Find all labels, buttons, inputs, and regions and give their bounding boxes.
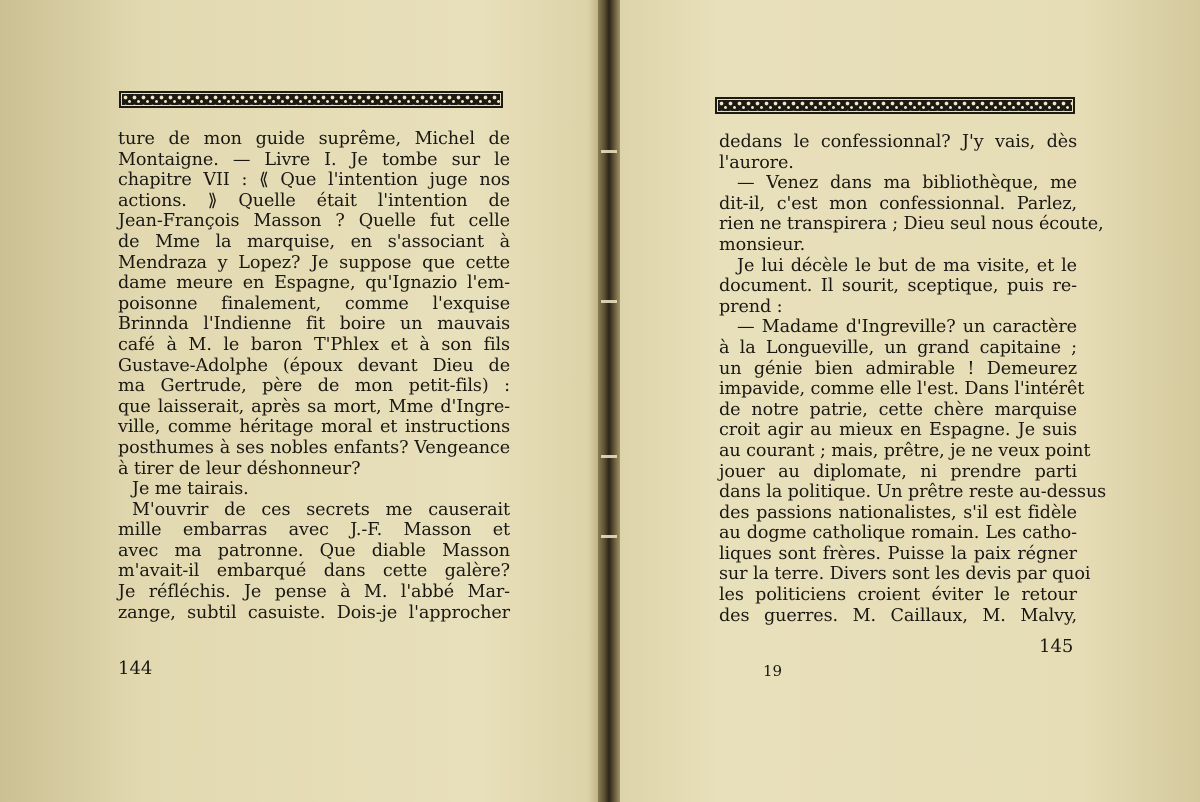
text-line: au dogme catholique romain. Les catho- [719,523,1077,544]
text-line: Jean-François Masson ? Quelle fut celle [118,211,510,232]
text-line: ma Gertrude, père de mon petit-fils) : [118,376,510,397]
text-line: de notre patrie, cette chère marquise [719,399,1077,420]
text-line: de Mme la marquise, en s'associant à [118,231,510,252]
text-line: à tirer de leur déshonneur? [118,458,361,479]
text-line: jouer au diplomate, ni prendre parti [719,461,1077,482]
text-line: Brinnda l'Indienne fit boire un mauvais [118,314,510,335]
signature-mark: 19 [763,662,783,680]
text-line: chapitre VII : ⟪ Que l'intention juge nos [118,170,510,191]
text-line: avec ma patronne. Que diable Masson [118,540,510,561]
text-line: les politiciens croient éviter le retour [719,585,1077,606]
text-line: zange, subtil casuiste. Dois-je l'approcher [118,602,510,623]
text-line: M'ouvrir de ces secrets me causerait [132,499,510,520]
text-line: Mendraza y Lopez? Je suppose que cette [118,252,510,273]
text-line: Je me tairais. [132,479,249,500]
text-line: document. Il sourit, sceptique, puis re- [719,276,1077,297]
text-line: dans la politique. Un prêtre reste au-dessus [719,482,1107,503]
binding-thread [601,150,617,153]
binding-thread [601,455,617,458]
text-line: — Madame d'Ingreville? un caractère [737,317,1077,338]
text-line: posthumes à ses nobles enfants? Vengeance [118,437,510,458]
text-line: rien ne transpirera ; Dieu seul nous écoute, [719,214,1104,235]
text-line: dit-il, c'est mon confessionnal. Parlez, [719,193,1077,214]
text-line: — Venez dans ma bibliothèque, me [737,173,1077,194]
text-line: Gustave-Adolphe (époux devant Dieu de [118,355,510,376]
text-line: mille embarras avec J.-F. Masson et [118,520,510,541]
text-line: Je lui décèle le but de ma visite, et le [737,255,1077,276]
ornament-band [715,97,1075,114]
text-line: l'aurore. [719,152,794,173]
text-line: m'avait-il embarqué dans cette galère? [118,561,510,582]
text-line: que laisserait, après sa mort, Mme d'Ingre- [118,396,510,417]
text-line: ture de mon guide suprême, Michel de [118,129,510,149]
text-line: un génie bien admirable ! Demeurez [719,358,1077,379]
text-line: au courant ; mais, prêtre, je ne veux point [719,440,1091,461]
text-line: des passions nationalistes, s'il est fidèle [719,502,1077,523]
text-line: Montaigne. — Livre I. Je tombe sur le [118,149,510,170]
ornament-band [119,91,503,108]
right-page-text [719,132,1107,626]
binding-thread [601,300,617,303]
text-line: Je réfléchis. Je pense à M. l'abbé Mar- [118,582,510,603]
page-number: 144 [118,658,153,679]
text-line: café à M. le baron T'Phlex et à son fils [118,334,510,355]
text-line: dame meure en Espagne, qu'Ignazio l'em- [118,273,510,294]
text-line: actions. ⟫ Quelle était l'intention de [118,190,510,211]
left-page [0,0,598,802]
text-line: monsieur. [719,234,806,255]
text-line: impavide, comme elle l'est. Dans l'intérêt [719,379,1085,400]
right-page [620,0,1200,802]
text-line: liques sont frères. Puisse la paix régner [719,543,1077,564]
binding-thread [601,535,617,538]
page-number: 145 [1039,636,1074,657]
text-line: croit agir au mieux en Espagne. Je suis [719,420,1077,441]
book-gutter [598,0,620,802]
text-line: poisonne finalement, comme l'exquise [118,293,510,314]
text-line: ville, comme héritage moral et instructions [118,417,510,438]
left-page-text [118,129,510,623]
text-line: des guerres. M. Caillaux, M. Malvy, [719,605,1077,626]
text-line: prend : [719,296,783,317]
text-line: sur la terre. Divers sont les devis par quoi [719,564,1091,585]
text-line: dedans le confessionnal? J'y vais, dès [719,132,1077,152]
text-line: à la Longueville, un grand capitaine ; [719,337,1077,358]
